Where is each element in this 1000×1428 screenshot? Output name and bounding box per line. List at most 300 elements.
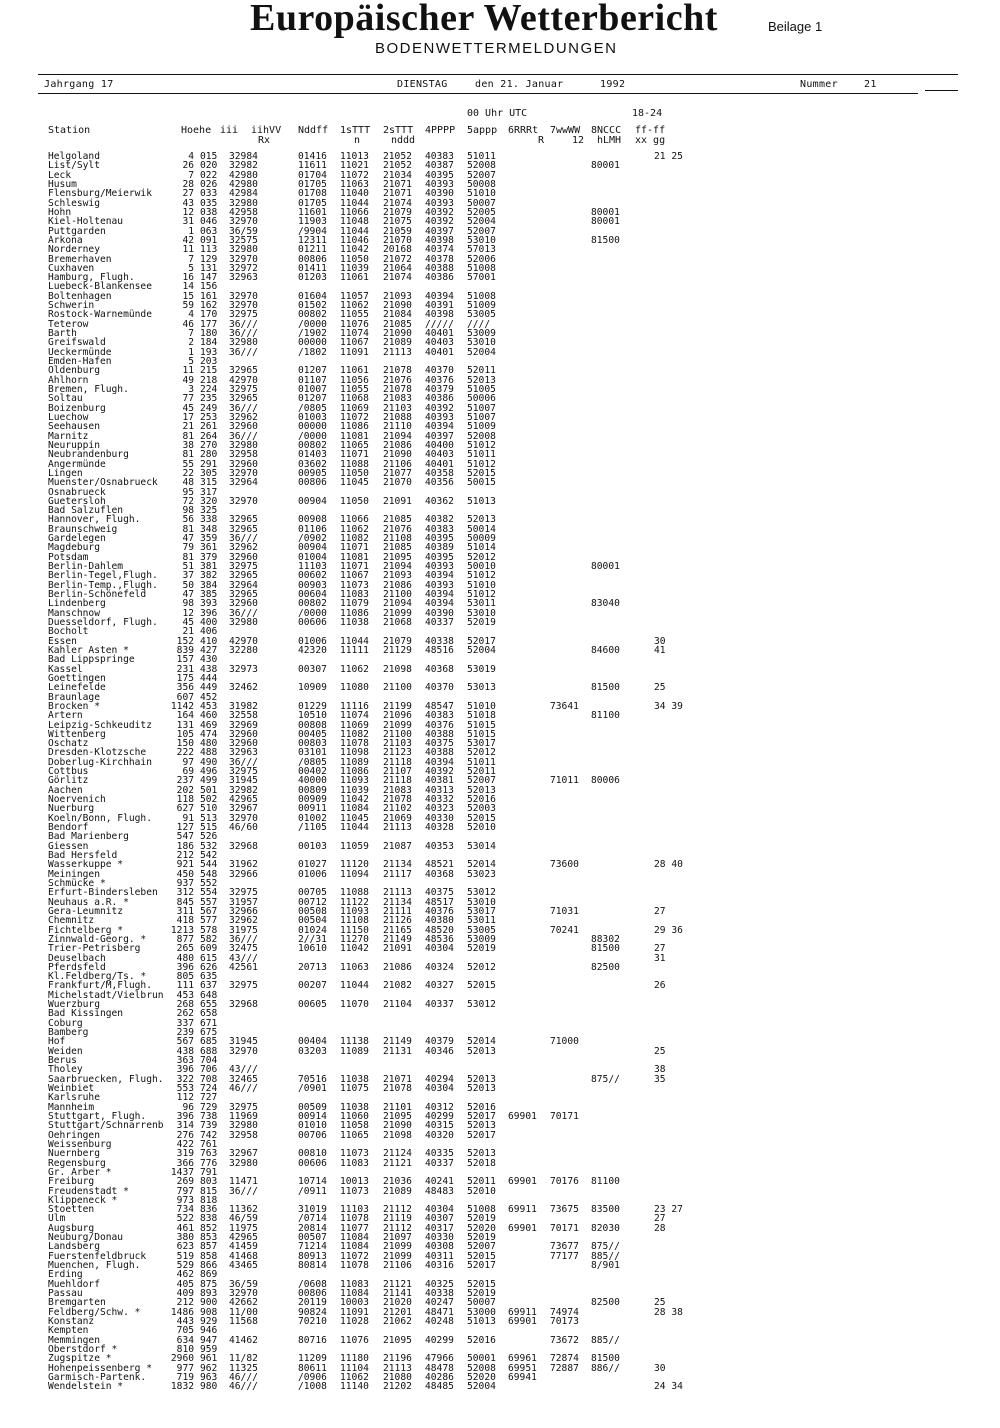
group-2sttt: 21099 (383, 719, 412, 731)
group-4pppp: 40393 (425, 197, 454, 209)
group-2sttt: 21121 (383, 1157, 412, 1169)
group-5appp: 52019 (467, 617, 496, 628)
station-name: Lindenberg (48, 598, 106, 610)
nddff: 01003 (298, 411, 327, 423)
station-name: Bremen, Flugh. (48, 384, 129, 395)
elevation: 627 (176, 803, 194, 815)
table-row (0, 357, 1000, 366)
nddff: 01027 (298, 859, 327, 871)
group-1sttt: 11055 (340, 309, 369, 321)
table-row (0, 916, 1000, 925)
group-2sttt: 21141 (383, 1288, 412, 1300)
station-id: 615 (200, 952, 218, 964)
station-id: 253 (200, 411, 218, 423)
elevation: 312 (176, 887, 194, 899)
station-name: Angermünde (48, 458, 106, 470)
group-2sttt: 21074 (383, 272, 412, 284)
group-1sttt: 11068 (340, 393, 369, 405)
group-ffff: 23 27 (654, 1204, 683, 1216)
station-name: Zugspitze * (48, 1353, 112, 1365)
group-2sttt: 21129 (383, 644, 412, 656)
table-row (0, 460, 1000, 469)
group-5appp: 52013 (467, 374, 496, 386)
table-row (0, 152, 1000, 161)
group-1sttt: 11056 (340, 374, 369, 386)
nddff: 01705 (298, 197, 327, 209)
station-name: Bocholt (48, 626, 89, 638)
group-2sttt: 21095 (383, 1110, 412, 1122)
group-8nccc: 81500 (591, 682, 620, 694)
group-5appp: 52007 (467, 1241, 496, 1253)
group-2sttt: 21090 (383, 300, 412, 312)
elevation: 623 (176, 1241, 194, 1253)
table-row (0, 525, 1000, 534)
group-ffff: 34 39 (654, 700, 683, 712)
elevation: 51 (182, 561, 194, 573)
iihvv: 32965 (229, 365, 258, 377)
group-5appp: 52011 (467, 1176, 496, 1188)
group-2sttt: 21100 (383, 728, 412, 740)
elevation: 839 (176, 644, 194, 656)
group-4pppp: 40368 (425, 868, 454, 880)
group-1sttt: 11111 (340, 644, 369, 656)
group-ffff: 31 (654, 952, 666, 964)
group-2sttt: 21071 (383, 188, 412, 200)
group-1sttt: 11038 (340, 617, 369, 628)
group-2sttt: 21110 (383, 421, 412, 433)
group-1sttt: 11021 (340, 160, 369, 172)
group-5appp: 53010 (467, 607, 496, 619)
group-2sttt: 21077 (383, 467, 412, 479)
group-4pppp: 40401 (425, 346, 454, 358)
table-row (0, 264, 1000, 273)
group-2sttt: 21118 (383, 775, 412, 787)
group-1sttt: 11061 (340, 365, 369, 377)
nddff: 01024 (298, 924, 327, 936)
station-name: Weinbiet (48, 1083, 95, 1094)
group-4pppp: 40380 (425, 915, 454, 927)
station-name: Muenster/Osnabrueck (48, 477, 158, 489)
station-name: Meiningen (48, 868, 100, 880)
group-5appp: 52015 (467, 812, 496, 824)
group-2sttt: 21086 (383, 439, 412, 451)
nddff: /0906 (298, 1371, 327, 1383)
elevation: 37 (182, 570, 194, 582)
group-2sttt: 21086 (383, 961, 412, 973)
elevation: 7 (188, 169, 194, 181)
iihvv: 32970 (229, 1045, 258, 1057)
group-4pppp: 40379 (425, 1036, 454, 1048)
group-4pppp: 40393 (425, 178, 454, 190)
table-row (0, 227, 1000, 236)
group-4pppp: 40394 (425, 598, 454, 610)
group-5appp: 51010 (467, 579, 496, 591)
station-id: 406 (200, 626, 218, 638)
table-row (0, 441, 1000, 450)
nddff: 00803 (298, 738, 327, 750)
nddff: 42320 (298, 644, 327, 656)
group-5appp: 53005 (467, 924, 496, 936)
iihvv: 31945 (229, 775, 258, 787)
supplement-label: Beilage 1 (768, 19, 823, 34)
nddff: 01006 (298, 635, 327, 647)
group-4pppp: 40368 (425, 663, 454, 675)
elevation: 4 (188, 309, 194, 321)
group-7wwww: 72887 (550, 1362, 579, 1374)
group-7wwww: 70173 (550, 1316, 579, 1327)
group-1sttt: 11059 (340, 840, 369, 852)
group-4pppp: 40323 (425, 803, 454, 815)
group-5appp: 52013 (467, 1073, 496, 1085)
station-id: 444 (200, 672, 218, 684)
elevation: 396 (176, 1110, 194, 1122)
nddff: 10610 (298, 943, 327, 955)
elevation: 26 (182, 160, 194, 172)
nddff: 01004 (298, 551, 327, 563)
group-4pppp: 40390 (425, 607, 454, 619)
group-8nccc: 81100 (591, 1176, 620, 1188)
iihvv: 36/// (229, 430, 258, 442)
group-8nccc: 80001 (591, 206, 620, 218)
station-name: Neuhaus a.R. * (48, 896, 129, 908)
iihvv: 32970 (229, 216, 258, 228)
iihvv: 36/59 (229, 225, 258, 237)
table-row (0, 478, 1000, 487)
station-id: 838 (200, 1213, 218, 1225)
station-name: Görlitz (48, 775, 89, 787)
table-row (0, 217, 1000, 226)
table-row (0, 1364, 1000, 1373)
iihvv: 32970 (229, 290, 258, 302)
group-5appp: 52014 (467, 859, 496, 871)
group-1sttt: 11058 (340, 1120, 369, 1132)
table-row (0, 245, 1000, 254)
nddff: 00504 (298, 915, 327, 927)
station-id: 193 (200, 346, 218, 358)
iihvv: 41459 (229, 1241, 258, 1253)
elevation: 3 (188, 384, 194, 395)
group-5appp: 52015 (467, 1250, 496, 1262)
group-1sttt: 11044 (340, 980, 369, 992)
table-row (0, 1289, 1000, 1298)
station-name: Leck (48, 169, 72, 181)
iihvv: 11471 (229, 1176, 258, 1188)
nddff: 00402 (298, 766, 327, 778)
group-4pppp: 40320 (425, 1129, 454, 1141)
group-1sttt: 11044 (340, 635, 369, 647)
group-2sttt: 21111 (383, 905, 412, 917)
station-id: 203 (200, 356, 218, 368)
table-row (0, 627, 1000, 636)
elevation: 438 (176, 1045, 194, 1057)
table-row (0, 683, 1000, 692)
nddff: 00806 (298, 1288, 327, 1300)
group-ffff: 27 (654, 905, 666, 917)
station-id: 317 (200, 486, 218, 498)
group-4pppp: 48521 (425, 859, 454, 871)
group-2sttt: 21086 (383, 579, 412, 591)
table-row (0, 329, 1000, 338)
station-id: 170 (200, 309, 218, 321)
table-row (0, 1131, 1000, 1140)
group-ffff: 29 36 (654, 924, 683, 936)
iihvv: 32975 (229, 309, 258, 321)
station-name: Goettingen (48, 672, 106, 684)
elevation: 363 (176, 1055, 194, 1067)
station-name: Stoetten (48, 1204, 95, 1216)
elevation: 405 (176, 1278, 194, 1290)
col-nddff: Nddff (298, 125, 329, 136)
station-id: 382 (200, 570, 218, 582)
group-1sttt: 11038 (340, 1073, 369, 1085)
table-row (0, 497, 1000, 506)
elevation: 877 (176, 933, 194, 945)
station-id: 235 (200, 393, 218, 405)
group-5appp: 51007 (467, 402, 496, 414)
table-row (0, 1149, 1000, 1158)
group-5appp: 51011 (467, 151, 496, 162)
group-4pppp: 40332 (425, 794, 454, 806)
table-row (0, 1196, 1000, 1205)
group-7wwww: 73600 (550, 859, 579, 871)
group-ffff: 25 (654, 1297, 666, 1309)
group-2sttt: 21149 (383, 933, 412, 945)
group-5appp: 52019 (467, 1213, 496, 1225)
group-1sttt: 11062 (340, 663, 369, 675)
group-8nccc: 885// (591, 1334, 620, 1346)
station-name: Cuxhaven (48, 262, 95, 274)
station-name: Muenchen, Flugh. (48, 1260, 141, 1272)
iihvv: 41462 (229, 1334, 258, 1346)
station-name: Dresden-Klotzsche (48, 747, 147, 759)
group-1sttt: 11120 (340, 859, 369, 871)
group-2sttt: 21149 (383, 1036, 412, 1048)
station-name: Garmisch-Partenk. (48, 1371, 147, 1383)
group-2sttt: 21071 (383, 1073, 412, 1085)
iihvv: 32982 (229, 160, 258, 172)
group-1sttt: 11077 (340, 1222, 369, 1234)
group-5appp: 52010 (467, 822, 496, 834)
nddff: 90824 (298, 1306, 327, 1318)
station-name: Hof (48, 1036, 66, 1048)
table-row (0, 385, 1000, 394)
group-2sttt: 21085 (383, 514, 412, 526)
group-ffff: 25 (654, 682, 666, 694)
group-4pppp: 40394 (425, 589, 454, 601)
group-2sttt: 21074 (383, 197, 412, 209)
elevation: 111 (176, 980, 194, 992)
nddff: 00508 (298, 905, 327, 917)
station-id: 131 (200, 262, 218, 274)
table-row (0, 1205, 1000, 1214)
table-row (0, 1047, 1000, 1056)
table-row (0, 1168, 1000, 1177)
group-4pppp: 48536 (425, 933, 454, 945)
nddff: 10909 (298, 682, 327, 694)
group-2sttt: 21103 (383, 402, 412, 414)
group-5appp: 52003 (467, 803, 496, 815)
group-4pppp: 48483 (425, 1185, 454, 1197)
elevation: 810 (176, 1343, 194, 1355)
group-5appp: 52008 (467, 160, 496, 172)
nddff: 00905 (298, 467, 327, 479)
col-ffff: ff-ff (635, 125, 666, 136)
group-4pppp: 40353 (425, 840, 454, 852)
elevation: 409 (176, 1288, 194, 1300)
nddff: 00404 (298, 1036, 327, 1048)
elevation: 1142 (170, 700, 194, 712)
station-id: 035 (200, 197, 218, 209)
elevation: 396 (176, 1064, 194, 1076)
group-5appp: 53009 (467, 328, 496, 340)
nddff: 00000 (298, 421, 327, 433)
table-row (0, 581, 1000, 590)
group-2sttt: 21071 (383, 178, 412, 190)
station-name: Bendorf (48, 822, 89, 834)
group-4pppp: 40378 (425, 253, 454, 265)
elevation: 96 (182, 1101, 194, 1113)
group-1sttt: 11028 (340, 1316, 369, 1327)
iihvv: 36/// (229, 346, 258, 358)
elevation: 519 (176, 1250, 194, 1262)
group-1sttt: 11076 (340, 318, 369, 330)
station-name: Mannheim (48, 1101, 95, 1113)
table-row (0, 422, 1000, 431)
group-4pppp: 40389 (425, 542, 454, 554)
group-5appp: 51015 (467, 728, 496, 740)
station-name: Cottbus (48, 766, 89, 778)
station-id: 708 (200, 1073, 218, 1085)
col-station: Station (48, 125, 91, 136)
group-1sttt: 11065 (340, 1129, 369, 1141)
station-name: Greifswald (48, 337, 106, 349)
elevation: 59 (182, 300, 194, 312)
station-id: 875 (200, 1278, 218, 1290)
group-4pppp: 40403 (425, 449, 454, 461)
group-5appp: 52017 (467, 1110, 496, 1122)
group-1sttt: 11073 (340, 1148, 369, 1160)
group-4pppp: 40304 (425, 1204, 454, 1216)
group-2sttt: 21064 (383, 262, 412, 274)
group-1sttt: 11061 (340, 272, 369, 284)
iihvv: 32966 (229, 905, 258, 917)
table-row (0, 171, 1000, 180)
iihvv: 46/// (229, 1381, 258, 1393)
table-row (0, 208, 1000, 217)
group-1sttt: 11039 (340, 262, 369, 274)
group-7wwww: 70171 (550, 1110, 579, 1122)
group-5appp: 50006 (467, 393, 496, 405)
station-id: 761 (200, 1138, 218, 1150)
nddff: 20713 (298, 961, 327, 973)
elevation: 268 (176, 999, 194, 1011)
table-row (0, 404, 1000, 413)
elevation: 105 (176, 728, 194, 740)
elevation: 98 (182, 598, 194, 610)
year: 1992 (600, 79, 626, 90)
group-2sttt: 21083 (383, 784, 412, 796)
elevation: 921 (176, 859, 194, 871)
station-name: Oldenburg (48, 365, 100, 377)
table-row (0, 376, 1000, 385)
iihvv: 46/// (229, 1083, 258, 1094)
nddff: 01708 (298, 188, 327, 200)
nddff: /0911 (298, 1185, 327, 1197)
group-6rrrt: 69901 (508, 1110, 537, 1122)
station-name: Bremgarten (48, 1297, 106, 1309)
station-id: 026 (200, 178, 218, 190)
group-5appp: 52004 (467, 216, 496, 228)
group-4pppp: 40358 (425, 467, 454, 479)
iihvv: 32963 (229, 747, 258, 759)
iihvv: 11/82 (229, 1353, 258, 1365)
nddff: 01106 (298, 523, 327, 535)
group-4pppp: 40335 (425, 1148, 454, 1160)
page-subtitle: BODENWETTERMELDUNGEN (375, 40, 618, 57)
group-1sttt: 11050 (340, 467, 369, 479)
iihvv: 32970 (229, 812, 258, 824)
iihvv: 36/// (229, 933, 258, 945)
station-id: 857 (200, 1241, 218, 1253)
group-1sttt: 11074 (340, 328, 369, 340)
elevation: 81 (182, 523, 194, 535)
group-1sttt: 11080 (340, 682, 369, 694)
group-4pppp: 40392 (425, 206, 454, 218)
nddff: /1802 (298, 346, 327, 358)
table-row (0, 646, 1000, 655)
group-4pppp: 40315 (425, 1120, 454, 1132)
iihvv: 36/// (229, 328, 258, 340)
iihvv: 32962 (229, 542, 258, 554)
group-5appp: 51015 (467, 719, 496, 731)
nddff: /1008 (298, 1381, 327, 1393)
table-row (0, 1280, 1000, 1289)
station-id: 962 (200, 1362, 218, 1374)
iihvv: 32958 (229, 449, 258, 461)
col-iii: iii (220, 125, 239, 136)
group-7wwww: 73675 (550, 1204, 579, 1216)
station-name: Berus (48, 1055, 77, 1067)
group-4pppp: 40400 (425, 439, 454, 451)
iihvv: 32968 (229, 840, 258, 852)
group-1sttt: 11103 (340, 1204, 369, 1216)
station-name: Barth (48, 328, 77, 340)
group-4pppp: 40308 (425, 1241, 454, 1253)
group-5appp: 50009 (467, 533, 496, 545)
nddff: /0901 (298, 1083, 327, 1094)
group-5appp: 50008 (467, 178, 496, 190)
group-1sttt: 11081 (340, 551, 369, 563)
group-5appp: 52016 (467, 1101, 496, 1113)
group-1sttt: 11039 (340, 784, 369, 796)
elevation: 553 (176, 1083, 194, 1094)
station-name: Regensburg (48, 1157, 106, 1169)
group-4pppp: 40241 (425, 1176, 454, 1188)
group-4pppp: 40376 (425, 374, 454, 386)
group-4pppp: 40394 (425, 756, 454, 768)
group-6rrrt: 69941 (508, 1371, 537, 1383)
group-4pppp: 40294 (425, 1073, 454, 1085)
station-name: Trier-Petrisberg (48, 943, 141, 955)
nddff: 71214 (298, 1241, 327, 1253)
group-5appp: 52012 (467, 747, 496, 759)
elevation: 31 (182, 216, 194, 228)
group-2sttt: 21101 (383, 1101, 412, 1113)
elevation: 27 (182, 188, 194, 200)
group-1sttt: 10013 (340, 1176, 369, 1188)
group-6rrrt: 69911 (508, 1204, 537, 1216)
elevation: 231 (176, 663, 194, 675)
